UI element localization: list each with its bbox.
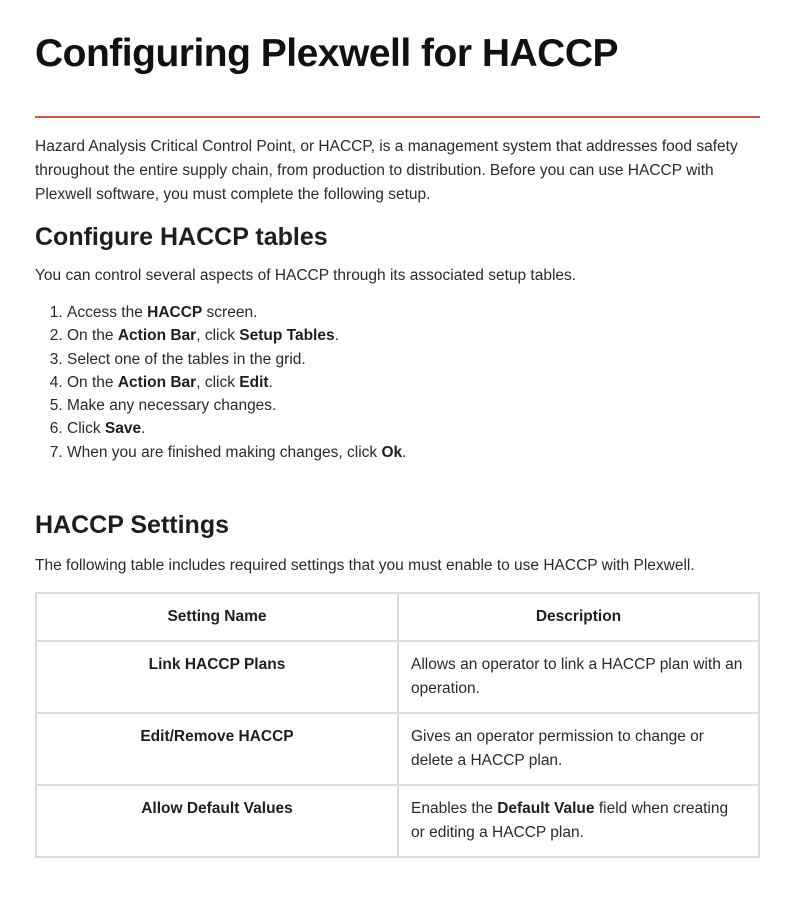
settings-table (35, 592, 760, 858)
step-item: 1. Access the HACCP screen. (67, 301, 760, 324)
section-heading-configure-tables: Configure HACCP tables (35, 223, 328, 251)
setting-name-cell: Edit/Remove HACCP (36, 713, 398, 785)
section-heading-haccp-settings: HACCP Settings (35, 511, 230, 540)
setting-description-cell: Allows an operator to link a HACCP plan with an operation. (398, 641, 759, 713)
column-header-description: Description (398, 593, 759, 641)
step-item: 4. On the Action Bar, click Edit. (67, 371, 760, 394)
settings-lead-paragraph: The following table includes required settings that you must enable to use HACCP with Plexwell. (35, 557, 695, 575)
title-divider (35, 116, 760, 118)
column-header-setting-name: Setting Name (36, 593, 398, 641)
table-row (36, 785, 759, 857)
setting-description-cell: Gives an operator permission to change or delete a HACCP plan. (398, 713, 759, 785)
table-row (36, 641, 759, 713)
setting-description-cell: Enables the Default Value field when creating or editing a HACCP plan. (398, 785, 759, 857)
step-item: 6. Click Save. (67, 417, 760, 440)
table-row (36, 713, 759, 785)
setting-name-cell: Allow Default Values (36, 785, 398, 857)
page-title: Configuring Plexwell for HACCP (35, 32, 619, 75)
step-item: 3. Select one of the tables in the grid. (67, 348, 760, 371)
tables-lead-paragraph: You can control several aspects of HACCP through its associated setup tables. (35, 267, 577, 284)
step-item: 2. On the Action Bar, click Setup Tables. (67, 324, 760, 347)
setup-steps-list (35, 301, 760, 464)
step-item: 7. When you are finished making changes, click Ok. (67, 441, 760, 464)
table-header-row (36, 593, 759, 641)
setting-name-cell: Link HACCP Plans (36, 641, 398, 713)
intro-paragraph: Hazard Analysis Critical Control Point, or HACCP, is a management system that addresses food safety throughout the entire supply chain, from production to distribution. Before you can use HACCP with Plexwell software, you must complete the following setup. (35, 138, 738, 203)
step-item: 5. Make any necessary changes. (67, 394, 760, 417)
